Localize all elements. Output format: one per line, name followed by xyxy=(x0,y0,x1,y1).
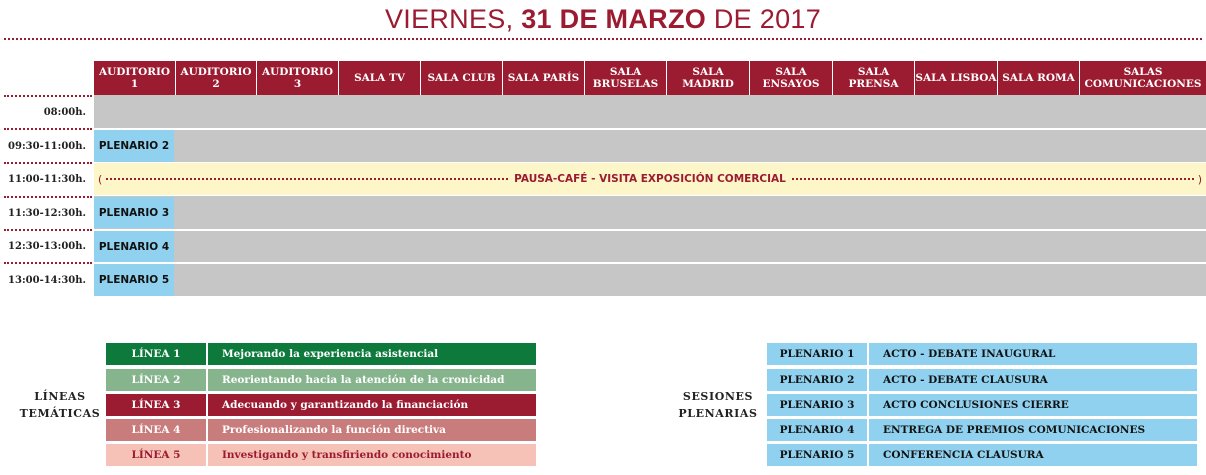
legend-linea-key: LÍNEA 5 xyxy=(106,444,206,466)
legend-plenario-value: ACTO - DEBATE INAUGURAL xyxy=(867,343,1197,365)
room-header-sala-ensayos: SALA ENSAYOS xyxy=(750,61,833,95)
legend-lineas-title-line1: LÍNEAS xyxy=(34,390,86,403)
break-label: PAUSA-CAFÉ - VISITA EXPOSICIÓN COMERCIAL xyxy=(514,173,786,185)
legend-plenario-row xyxy=(767,369,1197,391)
time-slot: 08:00h. xyxy=(43,106,86,118)
legend-linea-row xyxy=(106,369,536,391)
room-header-auditorio-3: AUDITORIO 3 xyxy=(257,61,339,95)
break-dots-left xyxy=(106,178,508,180)
title-date: 31 DE MARZO xyxy=(521,4,707,34)
time-slot: 09:30-11:00h. xyxy=(8,140,86,152)
session-plenario-3[interactable]: PLENARIO 3 xyxy=(94,197,174,228)
room-header-sala-madrid: SALA MADRID xyxy=(667,61,750,95)
room-header-sala-bruselas: SALA BRUSELAS xyxy=(585,61,667,95)
legend-linea-key: LÍNEA 2 xyxy=(106,369,206,391)
legend-linea-value: Adecuando y garantizando la financiación xyxy=(206,394,536,416)
legend-plenario-key: PLENARIO 3 xyxy=(767,394,867,416)
room-header-auditorio-1: AUDITORIO 1 xyxy=(94,61,176,95)
legend-plenario-key: PLENARIO 2 xyxy=(767,369,867,391)
legend-plenarias-title-line2: PLENARIAS xyxy=(678,407,758,420)
title-divider xyxy=(4,38,1202,40)
legend-linea-key: LÍNEA 3 xyxy=(106,394,206,416)
legend-plenario-key: PLENARIO 4 xyxy=(767,419,867,441)
legend-plenario-row xyxy=(767,419,1197,441)
legend-plenario-row xyxy=(767,444,1197,466)
legend-lineas-title-line2: TEMÁTICAS xyxy=(19,407,101,420)
room-header-sala-tv: SALA TV xyxy=(339,61,421,95)
legend-linea-row xyxy=(106,394,536,416)
session-plenario-4[interactable]: PLENARIO 4 xyxy=(94,231,174,262)
room-header-sala-lisboa: SALA LISBOA xyxy=(915,61,998,95)
session-plenario-2[interactable]: PLENARIO 2 xyxy=(94,130,174,162)
legend-linea-value: Profesionalizando la función directiva xyxy=(206,419,536,441)
legend-plenario-key: PLENARIO 5 xyxy=(767,444,867,466)
legend-plenario-value: ENTREGA DE PREMIOS COMUNICACIONES xyxy=(867,419,1197,441)
legend-plenario-value: CONFERENCIA CLAUSURA xyxy=(867,444,1197,466)
row-divider xyxy=(94,128,1206,130)
legend-linea-key: LÍNEA 1 xyxy=(106,343,206,365)
legend-plenario-value: ACTO CONCLUSIONES CIERRE xyxy=(867,394,1197,416)
legend-linea-value: Mejorando la experiencia asistencial xyxy=(206,343,536,365)
time-slot: 13:00-14:30h. xyxy=(8,274,86,286)
legend-plenario-row xyxy=(767,394,1197,416)
legend-linea-row xyxy=(106,343,536,365)
time-divider xyxy=(4,262,92,264)
legend-plenarias-title-line1: SESIONES xyxy=(682,390,754,403)
legend-lineas-title xyxy=(14,388,106,422)
coffee-break-row xyxy=(94,163,1206,195)
room-header-sala-roma: SALA ROMA xyxy=(998,61,1080,95)
room-header-salas-comunicaciones: SALAS COMUNICACIONES xyxy=(1080,61,1206,95)
room-header-sala-paris: SALA PARÍS xyxy=(503,61,585,95)
room-header-sala-prensa: SALA PRENSA xyxy=(833,61,915,95)
legend-linea-key: LÍNEA 4 xyxy=(106,419,206,441)
legend-plenario-row xyxy=(767,343,1197,365)
room-header-auditorio-2: AUDITORIO 2 xyxy=(176,61,257,95)
time-slot: 11:30-12:30h. xyxy=(8,207,86,219)
time-slot: 11:00-11:30h. xyxy=(8,173,86,185)
break-close-paren: ) xyxy=(1197,172,1203,186)
legend-linea-row xyxy=(106,444,536,466)
time-divider xyxy=(4,128,92,130)
break-dots-right xyxy=(792,178,1194,180)
legend-plenario-key: PLENARIO 1 xyxy=(767,343,867,365)
schedule-empty-block-bottom xyxy=(94,196,1206,296)
legend-linea-value: Investigando y transfiriendo conocimiento xyxy=(206,444,536,466)
title-suffix: DE 2017 xyxy=(706,4,822,34)
row-divider xyxy=(94,229,1206,231)
legend-linea-value: Reorientando hacia la atención de la cronicidad xyxy=(206,369,536,391)
legend-linea-row xyxy=(106,419,536,441)
title-prefix: VIERNES, xyxy=(384,4,522,34)
room-header-sala-club: SALA CLUB xyxy=(421,61,503,95)
page-title xyxy=(0,2,1206,36)
session-plenario-5[interactable]: PLENARIO 5 xyxy=(94,264,174,296)
break-open-paren: ( xyxy=(98,172,103,186)
time-slot: 12:30-13:00h. xyxy=(8,240,86,252)
legend-plenario-value: ACTO - DEBATE CLAUSURA xyxy=(867,369,1197,391)
row-divider xyxy=(94,262,1206,264)
legend-plenarias-title xyxy=(670,388,766,422)
